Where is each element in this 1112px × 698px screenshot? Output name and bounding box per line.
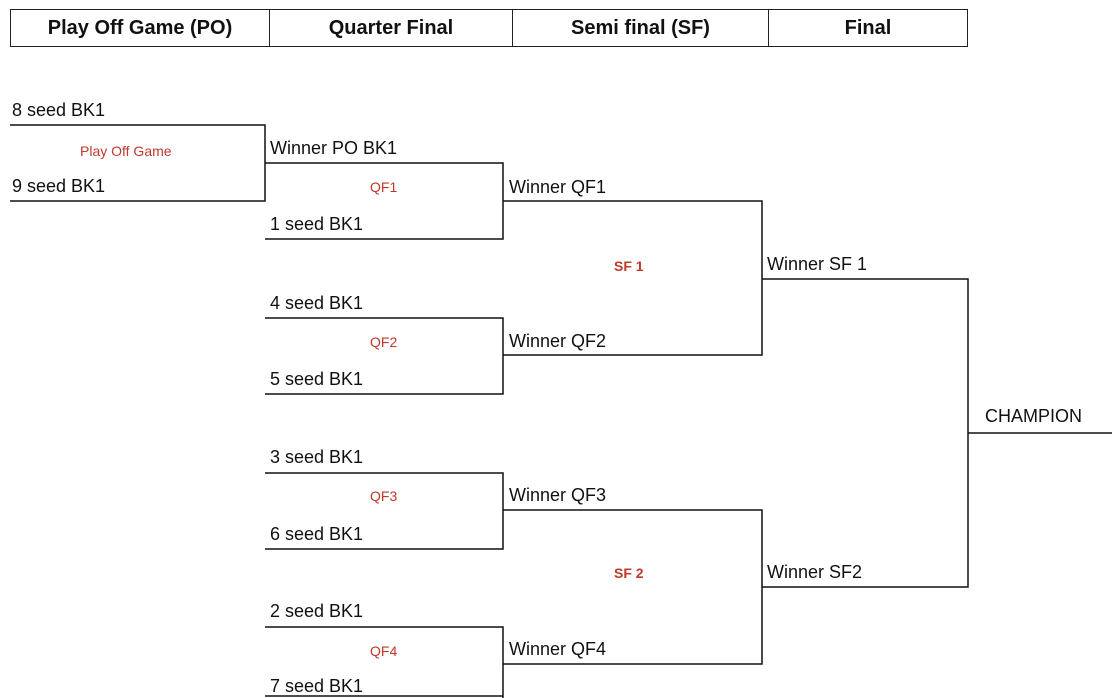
qf-entry-3-seed: 3 seed BK1 [270,447,364,467]
qf-entry-7-seed: 7 seed BK1 [270,676,364,696]
qf3-game-label: QF3 [370,488,398,504]
sf-entry-winner-qf2: Winner QF2 [509,331,607,351]
po-bottom-entry: 9 seed BK1 [12,176,106,196]
qf-entry-6-seed: 6 seed BK1 [270,524,364,544]
header-semi-final: Semi final (SF) [513,10,769,46]
header-quarter-final: Quarter Final [270,10,513,46]
bracket-line-final [762,279,968,587]
qf1-game-label: QF1 [370,179,398,195]
qf-entry-2-seed: 2 seed BK1 [270,601,364,621]
final-entry-winner-sf2: Winner SF2 [767,562,863,582]
header-final: Final [844,16,892,39]
qf-entry-4-seed: 4 seed BK1 [270,293,364,313]
qf2-game-label: QF2 [370,334,398,350]
sf-entry-winner-qf3: Winner QF3 [509,485,607,505]
qf4-game-label: QF4 [370,643,398,659]
sf2-game-label: SF 2 [614,565,644,581]
qf-entry-winner-po: Winner PO BK1 [270,138,398,158]
header-playoff: Play Off Game (PO) [11,10,270,46]
po-top-entry: 8 seed BK1 [12,100,106,120]
qf-entry-1-seed: 1 seed BK1 [270,214,364,234]
qf-entry-5-seed: 5 seed BK1 [270,369,364,389]
sf-entry-winner-qf1: Winner QF1 [509,177,607,197]
po-game-label: Play Off Game [80,143,172,159]
final-entry-winner-sf1: Winner SF 1 [767,254,868,274]
champion-label: CHAMPION [985,406,1083,426]
sf-entry-winner-qf4: Winner QF4 [509,639,607,659]
sf1-game-label: SF 1 [614,258,644,274]
